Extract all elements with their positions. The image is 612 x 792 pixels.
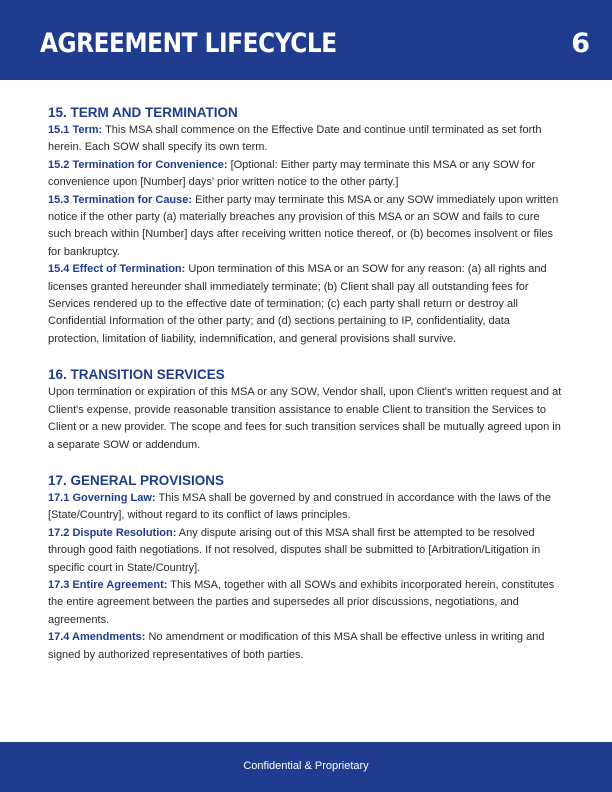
- clause-text: Any dispute arising out of this MSA shall first be attempted to be resolved through good faith negotiations. If not resolved, disputes shall be submitted to [Arbitration/Litigation in specific court in State/Country].: [48, 526, 541, 574]
- clause-label: 17.1 Governing Law:: [48, 491, 156, 504]
- clause-17-2: [48, 525, 562, 577]
- clause-text: [Optional: Either party may terminate this MSA or any SOW for convenience upon [Number] days' prior written notice to the other party.]: [48, 158, 536, 189]
- page-footer: [0, 742, 612, 792]
- clause-label: 17.3 Entire Agreement:: [48, 578, 168, 591]
- clause-text: This MSA, together with all SOWs and exhibits incorporated herein, constitutes the entire agreement between the parties and supersedes all prior discussions, negotiations, and agreements.: [48, 578, 555, 626]
- clause-17-4: [48, 629, 562, 664]
- clause-text: No amendment or modification of this MSA shall be effective unless in writing and signed by authorized representatives of both parties.: [48, 631, 545, 661]
- clause-label: 17.2 Dispute Resolution:: [48, 526, 177, 539]
- clause-text: This MSA shall commence on the Effective Date and continue until terminated as set forth herein. Each SOW shall specify its own term.: [48, 124, 542, 154]
- clause-label: 15.3 Termination for Cause:: [48, 193, 193, 206]
- clause-text: Upon termination of this MSA or an SOW for any reason: (a) all rights and licenses granted hereunder shall immediately terminate; (b) Client shall pay all outstanding fees for Services rendered up to the effective date of termination; (c) each party shall return or destroy all Confidential Information of the other party; and (d) sections pertaining to IP, confidentiality, data protection, limitation of liability, indemnification, and general provisions shall survive.: [48, 263, 547, 345]
- page-number: 6: [571, 28, 590, 59]
- clause-17-1: [48, 490, 562, 525]
- section-heading: 17. GENERAL PROVISIONS: [48, 472, 225, 488]
- clause-15-1: [48, 122, 562, 157]
- section-general-provisions: [48, 472, 562, 664]
- clause-15-3: [48, 192, 562, 262]
- page-header: [0, 0, 612, 80]
- section-body: Upon termination or expiration of this MSA or any SOW, Vendor shall, upon Client's written request and at Client's expense, provide reasonable transition assistance to enable Client to transition the Services to Client or a new provider. The scope and fees for such transition services shall be mutually agreed upon in a separate SOW or addendum.: [48, 386, 562, 451]
- footer-text: Confidential & Proprietary: [243, 760, 369, 772]
- section-transition-services: [48, 366, 562, 454]
- clause-label: 15.4 Effect of Termination:: [48, 263, 186, 276]
- clause-15-2: [48, 157, 562, 192]
- section-heading: 15. TERM AND TERMINATION: [48, 105, 238, 120]
- clause-text: Either party may terminate this MSA or any SOW immediately upon written notice if the other party (a) materially breaches any provision of this MSA or an SOW and fails to cure such breach within [Number] days after receiving written notice thereof, or (b) becomes insolvent or files for bankruptcy.: [48, 193, 559, 258]
- clause-label: 17.4 Amendments:: [48, 631, 146, 644]
- section-term-and-termination: [48, 104, 562, 348]
- page-title: AGREEMENT LIFECYCLE: [40, 28, 337, 59]
- clause-text: This MSA shall be governed by and construed in accordance with the laws of the [State/Country], without regard to its conflict of laws principles.: [48, 491, 552, 522]
- document-body: [48, 104, 562, 682]
- clause-label: 15.1 Term:: [48, 124, 103, 136]
- clause-17-3: [48, 577, 562, 629]
- clause-label: 15.2 Termination for Convenience:: [48, 158, 228, 171]
- section-heading: 16. TRANSITION SERVICES: [48, 367, 225, 383]
- clause-15-4: [48, 261, 562, 348]
